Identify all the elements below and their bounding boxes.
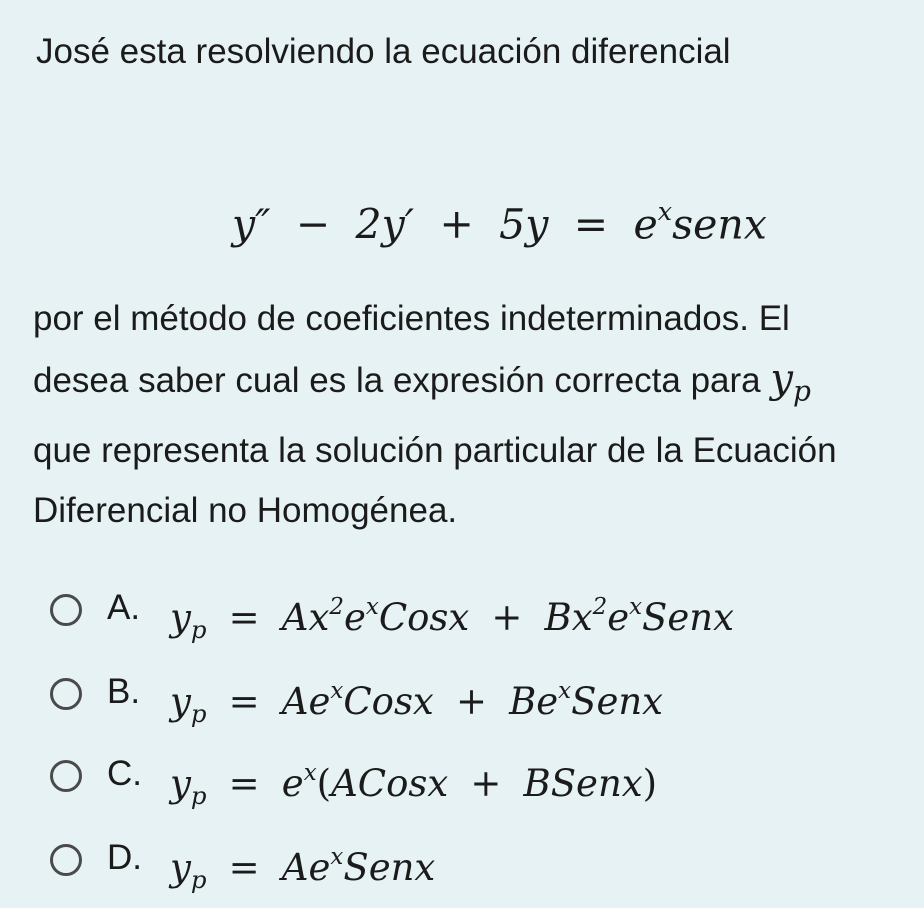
formula-sup: x (365, 594, 379, 620)
formula-y-sub: p (190, 864, 207, 894)
formula-y-sub: p (190, 780, 207, 810)
formula-sup: 2 (329, 594, 344, 620)
eq-prime: ′ (404, 200, 415, 249)
formula-sup: x (330, 844, 344, 870)
formula-term: Senx (343, 846, 436, 890)
eq-term-5y: 5y (499, 200, 549, 249)
yp-symbol (770, 356, 811, 408)
eq-minus: − (295, 200, 331, 249)
option-letter: C. (107, 754, 142, 793)
formula-plus: + (470, 762, 502, 806)
yp-var: y (770, 356, 793, 402)
formula-sup: x (330, 678, 344, 704)
formula-plus: + (455, 680, 487, 724)
option-formula (170, 666, 663, 739)
question-intro: José esta resolviendo la ecuación diferencial (36, 32, 731, 71)
formula-y: y (170, 846, 191, 890)
option-b[interactable] (50, 664, 910, 728)
formula-term: Ae (281, 680, 331, 724)
formula-y: y (170, 762, 191, 806)
option-formula (170, 832, 435, 905)
formula-equals: = (228, 846, 260, 890)
formula-sup: 2 (592, 594, 608, 620)
formula-sup: x (303, 760, 317, 786)
formula-y: y (170, 680, 191, 724)
formula-sup: x (629, 594, 643, 620)
formula-y-sub: p (190, 698, 207, 728)
formula-term: e (281, 762, 304, 806)
eq-plus: + (439, 200, 474, 249)
formula-close-paren: ) (642, 762, 658, 806)
radio-circle-icon[interactable] (50, 594, 82, 626)
radio-circle-icon[interactable] (50, 760, 82, 792)
formula-term: ACosx (331, 762, 449, 806)
eq-double-prime: ″ (255, 200, 271, 249)
formula-term: BSenx (523, 762, 643, 806)
option-letter: A. (107, 588, 141, 627)
yp-subscript: p (792, 374, 811, 408)
formula-y-sub: p (190, 614, 207, 644)
radio-circle-icon[interactable] (50, 844, 82, 876)
formula-equals: = (228, 762, 260, 806)
formula-term: Cosx (343, 680, 434, 724)
question-line-2 (33, 349, 913, 421)
formula-term: Senx (642, 596, 734, 640)
formula-term: Be (509, 680, 559, 724)
formula-equals: = (228, 680, 260, 724)
formula-term: Senx (571, 680, 664, 724)
formula-y: y (170, 596, 191, 640)
formula-term: Ae (281, 846, 331, 890)
differential-equation (232, 185, 767, 250)
question-line-3: que representa la solución particular de la Ecuación (33, 431, 837, 471)
formula-term: Ax (281, 596, 330, 640)
radio-circle-icon[interactable] (50, 678, 82, 710)
formula-plus: + (491, 596, 523, 640)
option-letter: B. (107, 672, 141, 711)
formula-equals: = (228, 596, 260, 640)
option-letter: D. (107, 838, 142, 877)
formula-sup: x (558, 678, 572, 704)
option-formula (170, 748, 657, 821)
formula-term: Cosx (378, 596, 470, 640)
formula-open-paren: ( (316, 762, 332, 806)
eq-term-y: y (232, 200, 256, 249)
question-line-2-text: desea saber cual es la expresión correcta para (33, 361, 771, 400)
eq-equals: = (573, 200, 609, 249)
option-formula (170, 582, 734, 655)
eq-rhs-function: senx (672, 200, 767, 249)
option-c[interactable] (50, 746, 910, 810)
formula-term: e (343, 596, 366, 640)
formula-term: Bx (544, 596, 593, 640)
eq-rhs-exponent: x (657, 196, 673, 226)
option-d[interactable] (50, 830, 910, 894)
question-text (33, 289, 913, 541)
question-line-4: Diferencial no Homogénea. (33, 491, 458, 531)
eq-term-2y: 2y (355, 200, 405, 249)
question-line-1: por el método de coeficientes indeterminados. El (33, 299, 790, 338)
option-a[interactable] (50, 580, 910, 644)
eq-rhs-base: e (633, 200, 658, 249)
formula-term: e (607, 596, 630, 640)
